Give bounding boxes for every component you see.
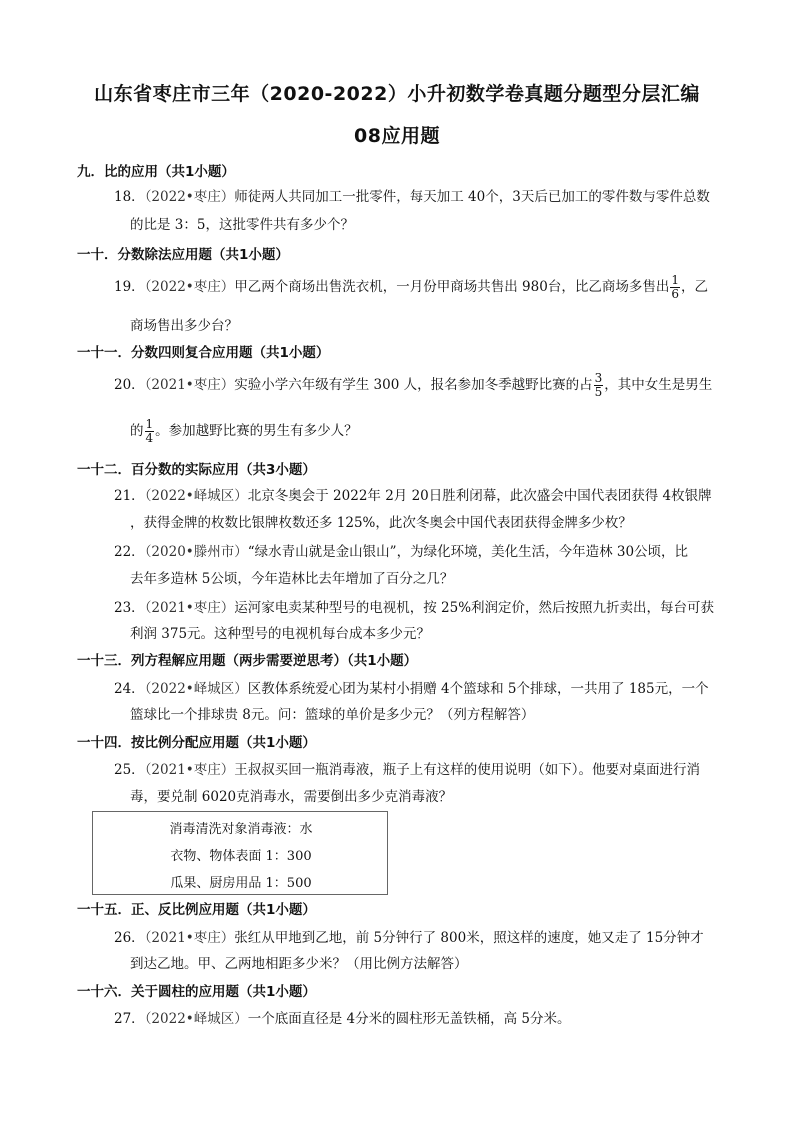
question-number: 19． xyxy=(114,279,145,295)
question-text: 王叔叔买回一瓶消毒液，瓶子上有这样的使用说明（如下）。他要对桌面进行消 xyxy=(234,762,701,778)
fraction xyxy=(670,274,680,301)
question-number: 22． xyxy=(114,544,145,560)
question-27-line1 xyxy=(114,1007,571,1027)
question-source: （2022•峄城区） xyxy=(144,1011,248,1027)
question-source: （2021•枣庄） xyxy=(144,600,235,616)
fraction-denominator: 6 xyxy=(671,287,679,301)
question-number: 21． xyxy=(114,488,145,504)
question-26-line2: 到达乙地。甲、乙两地相距多少米？（用比例方法解答） xyxy=(130,956,468,972)
usage-header: 消毒清洗对象消毒液：水 xyxy=(169,822,313,837)
question-text: 运河家电卖某种型号的电视机，按 25%利润定价，然后按照九折卖出，每台可获 xyxy=(234,600,715,616)
question-text: 一个底面直径是 4分米的圆柱形无盖铁桶，高 5分米。 xyxy=(247,1011,571,1027)
section-heading: 一十．分数除法应用题（共1小题） xyxy=(77,247,289,263)
question-23-line1 xyxy=(114,596,714,616)
question-source: （2022•枣庄） xyxy=(144,279,235,295)
question-source: （2022•枣庄） xyxy=(144,189,235,205)
question-text: 张红从甲地到乙地，前 5分钟行了 800米，照这样的速度，她又走了 15分钟才 xyxy=(234,930,704,946)
question-21-line2: ，获得金牌的枚数比银牌枚数还多 125%，此次冬奥会中国代表团获得金牌多少枚？ xyxy=(130,515,632,531)
question-text: ，乙 xyxy=(680,279,708,295)
question-source: （2022•峄城区） xyxy=(144,488,248,504)
question-23-line2: 利润 375元。这种型号的电视机每台成本多少元？ xyxy=(130,626,431,642)
question-number: 27． xyxy=(114,1011,145,1027)
question-20-line2 xyxy=(130,418,358,445)
section-heading: 一十五．正、反比例应用题（共1小题） xyxy=(77,902,316,918)
question-18-line2: 的比是 3：5，这批零件共有多少个？ xyxy=(130,217,354,233)
question-number: 20． xyxy=(114,377,145,393)
question-number: 25． xyxy=(114,762,145,778)
question-21-line1 xyxy=(114,484,712,504)
question-22-line1 xyxy=(114,540,688,560)
question-source: （2022•峄城区） xyxy=(144,681,248,697)
question-text: 北京冬奥会于 2022年 2月 20日胜利闭幕，此次盛会中国代表团获得 4枚银牌 xyxy=(247,488,712,504)
question-24-line1 xyxy=(114,677,709,697)
question-20-line1 xyxy=(114,372,712,399)
question-source: （2021•枣庄） xyxy=(144,377,235,393)
question-text: “绿水青山就是金山银山”，为绿化环境，美化生活，今年造林 30公顷，比 xyxy=(247,544,689,560)
fraction-denominator: 4 xyxy=(145,431,154,445)
question-source: （2021•枣庄） xyxy=(144,930,235,946)
question-number: 23． xyxy=(114,600,145,616)
section-heading: 九．比的应用（共1小题） xyxy=(77,164,235,180)
question-26-line1 xyxy=(114,926,704,946)
question-number: 18． xyxy=(114,189,145,205)
fraction-numerator: 1 xyxy=(671,273,679,287)
fraction-denominator: 5 xyxy=(594,385,603,399)
usage-row: 瓜果、厨房用品 1：500 xyxy=(170,876,312,891)
question-source: （2021•枣庄） xyxy=(144,762,235,778)
question-text: ，其中女生是男生 xyxy=(604,377,713,393)
usage-instructions-box xyxy=(92,811,388,895)
fraction-numerator: 1 xyxy=(145,417,154,431)
question-number: 24． xyxy=(114,681,145,697)
question-19-line1 xyxy=(114,274,708,301)
question-19-line2: 商场售出多少台？ xyxy=(130,318,238,334)
question-text: 的 xyxy=(130,423,144,439)
usage-row: 衣物、物体表面 1：300 xyxy=(170,849,312,864)
question-24-line2: 篮球比一个排球贵 8元。问：篮球的单价是多少元？（列方程解答） xyxy=(130,707,535,723)
document-subtitle: 08应用题 xyxy=(354,125,440,147)
question-18-line1 xyxy=(114,185,710,205)
question-number: 26． xyxy=(114,930,145,946)
question-text: 。参加越野比赛的男生有多少人？ xyxy=(155,423,358,439)
question-25-line1 xyxy=(114,758,700,778)
fraction xyxy=(594,372,604,399)
question-text: 甲乙两个商场出售洗衣机，一月份甲商场共售出 980台，比乙商场多售出 xyxy=(234,279,670,295)
question-text: 师徒两人共同加工一批零件，每天加工 40个，3天后已加工的零件数与零件总数 xyxy=(234,189,710,205)
document-title: 山东省枣庄市三年（2020-2022）小升初数学卷真题分题型分层汇编 xyxy=(94,83,700,105)
question-25-line2: 毒，要兑制 6020克消毒水，需要倒出多少克消毒液？ xyxy=(130,789,453,805)
section-heading: 一十四．按比例分配应用题（共1小题） xyxy=(77,735,316,751)
section-heading: 一十三．列方程解应用题（两步需要逆思考）（共1小题） xyxy=(77,653,418,669)
question-text: 区教体系统爱心团为某村小捐赠 4个篮球和 5个排球，一共用了 185元，一个 xyxy=(247,681,709,697)
question-22-line2: 去年多造林 5公顷，今年造林比去年增加了百分之几？ xyxy=(130,571,454,587)
fraction-numerator: 3 xyxy=(594,371,603,385)
question-text: 实验小学六年级有学生 300 人，报名参加冬季越野比赛的占 xyxy=(234,377,593,393)
section-heading: 一十二．百分数的实际应用（共3小题） xyxy=(77,462,316,478)
section-heading: 一十六．关于圆柱的应用题（共1小题） xyxy=(77,984,316,1000)
section-heading: 一十一．分数四则复合应用题（共1小题） xyxy=(77,345,330,361)
question-source: （2020•滕州市） xyxy=(144,544,248,560)
fraction xyxy=(145,418,155,445)
